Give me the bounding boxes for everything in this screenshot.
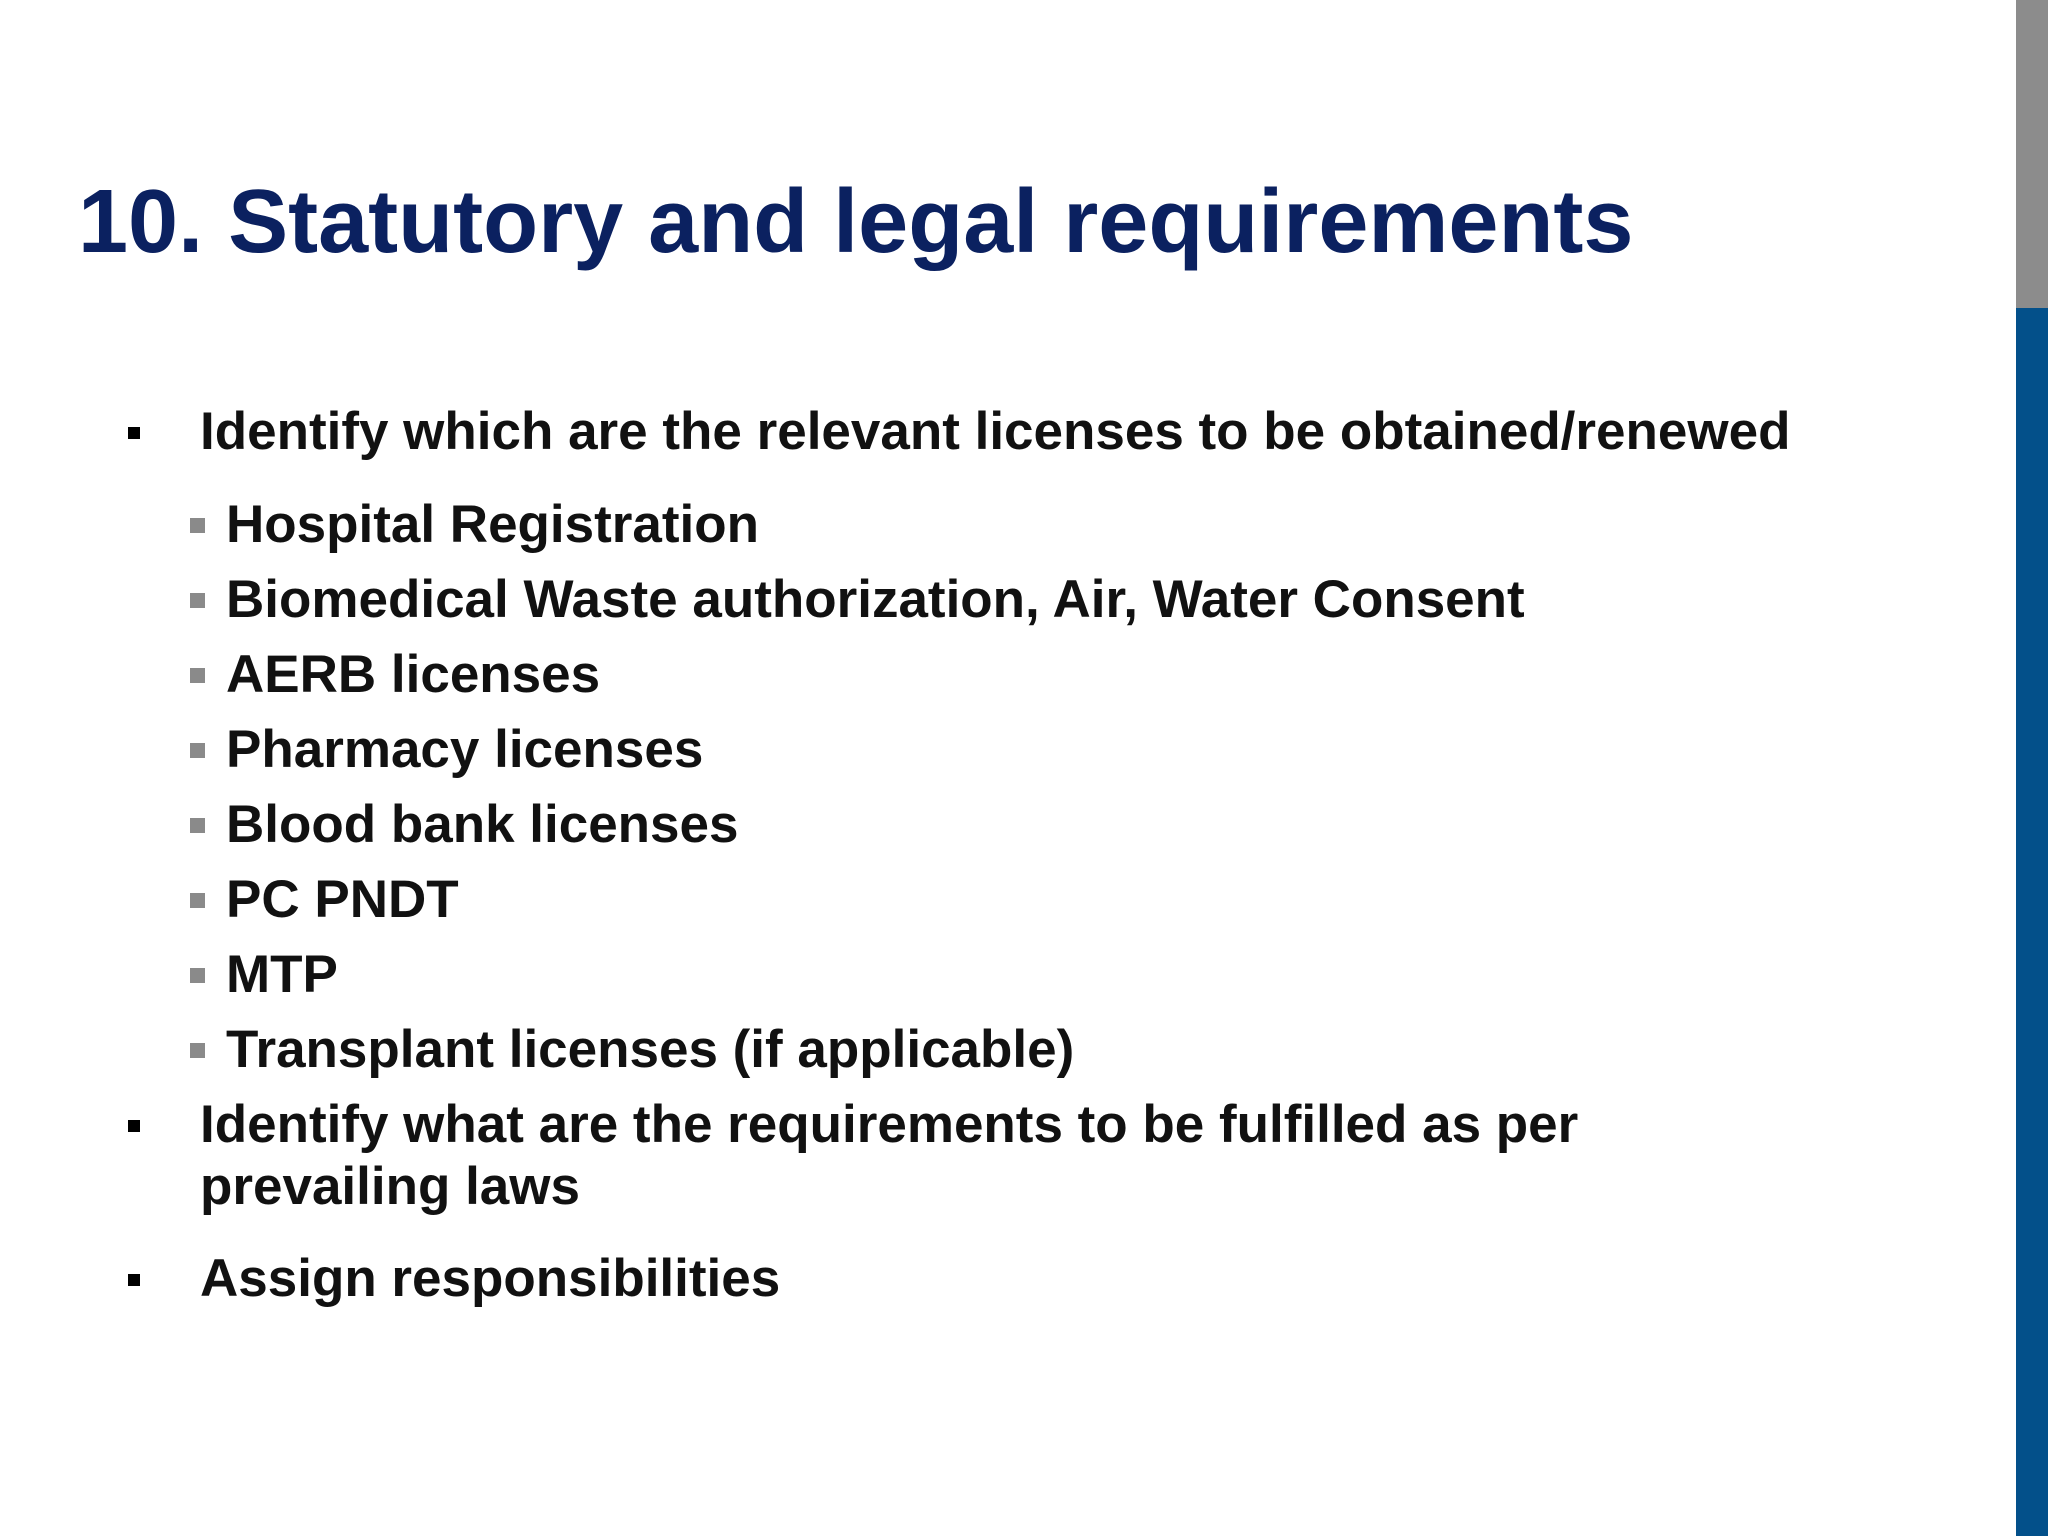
sub-bullet-item [226,719,703,781]
sub-bullet-item [226,794,738,856]
bullet-text: Identify what are the requirements to be fulfilled as per prevailing laws [200,1095,1579,1216]
square-sub-bullet-icon [190,1043,205,1058]
bullet-item [200,401,1790,463]
sub-bullet-item [226,869,459,931]
sub-bullet-text: Hospital Registration [226,495,760,554]
side-accent-bar-blue [2016,308,2048,1536]
sub-bullet-item [226,494,759,556]
sub-bullet-text: AERB licenses [226,645,601,704]
bullet-text: Identify which are the relevant licenses to be obtained/renewed [200,402,1791,461]
bullet-item [200,1094,1700,1218]
square-sub-bullet-icon [190,593,205,608]
square-bullet-icon [128,1120,140,1132]
sub-bullet-text: Transplant licenses (if applicable) [226,1020,1075,1079]
square-sub-bullet-icon [190,893,205,908]
square-bullet-icon [128,427,140,439]
sub-bullet-text: Blood bank licenses [226,795,739,854]
sub-bullet-text: Pharmacy licenses [226,720,704,779]
sub-bullet-item [226,569,1525,631]
sub-bullet-item [226,944,338,1006]
sub-bullet-text: PC PNDT [226,870,459,929]
sub-bullet-text: Biomedical Waste authorization, Air, Water Consent [226,570,1525,629]
side-accent-bar-gray [2016,0,2048,308]
slide-title: 10. Statutory and legal requirements [78,172,1634,272]
square-sub-bullet-icon [190,668,205,683]
sub-bullet-item [226,1019,1074,1081]
square-sub-bullet-icon [190,818,205,833]
square-bullet-icon [128,1274,140,1286]
sub-bullet-text: MTP [226,945,338,1004]
square-sub-bullet-icon [190,743,205,758]
sub-bullet-item [226,644,600,706]
square-sub-bullet-icon [190,968,205,983]
square-sub-bullet-icon [190,518,205,533]
bullet-item [200,1248,780,1310]
bullet-text: Assign responsibilities [200,1249,781,1308]
